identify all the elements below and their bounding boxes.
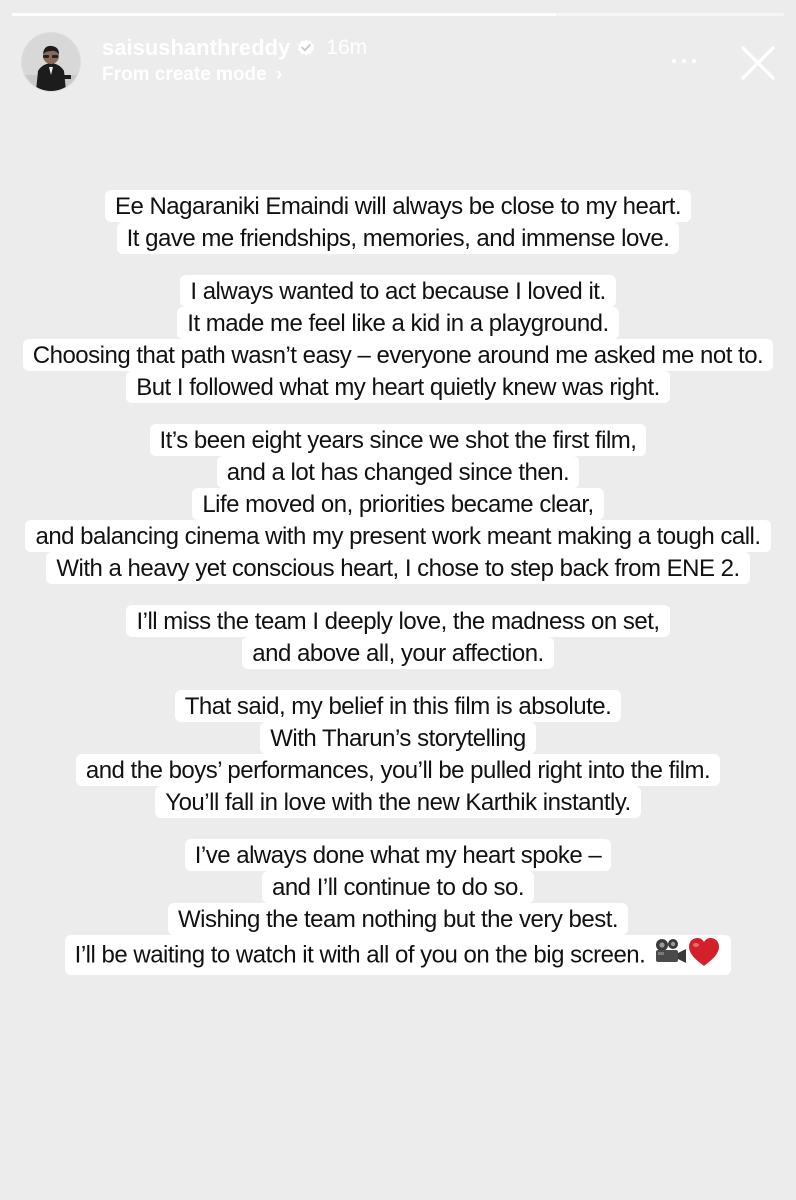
chevron-right-icon: ›: [276, 64, 283, 85]
story-text-line: It gave me friendships, memories, and immense love.: [117, 222, 680, 254]
more-options-icon-dot: [692, 59, 696, 63]
story-progress-bar: [12, 13, 784, 16]
story-text-line: I’ve always done what my heart spoke –: [185, 839, 612, 871]
story-text-line: Life moved on, priorities became clear,: [192, 488, 603, 520]
story-line-row: [0, 552, 796, 584]
close-icon: [735, 40, 781, 86]
more-options-icon-dot: [682, 59, 686, 63]
avatar-image: [22, 33, 80, 91]
red-heart-icon: [687, 937, 721, 975]
story-text-line: Ee Nagaraniki Emaindi will always be close to my heart.: [105, 190, 691, 222]
story-text-line: Choosing that path wasn’t easy – everyone around me asked me not to.: [23, 339, 773, 371]
story-text-line: But I followed what my heart quietly knew was right.: [126, 371, 670, 403]
story-text-line: That said, my belief in this film is absolute.: [175, 690, 622, 722]
story-line-row: [0, 605, 796, 637]
story-paragraph: [0, 424, 796, 584]
story-paragraph: [0, 605, 796, 669]
story-header: [0, 22, 796, 102]
story-line-row: [0, 690, 796, 722]
story-line-row: [0, 275, 796, 307]
story-paragraph: [0, 275, 796, 403]
story-line-row: [0, 222, 796, 254]
story-text-line: and I’ll continue to do so.: [262, 871, 534, 903]
story-source-link[interactable]: [102, 64, 282, 86]
username[interactable]: saisushanthreddy: [102, 35, 291, 60]
story-timestamp: 16m: [326, 36, 368, 59]
story-line-row: [0, 371, 796, 403]
story-line-row: [0, 903, 796, 935]
story-text-line: [65, 935, 732, 975]
story-line-row: [0, 722, 796, 754]
story-line-row: [0, 839, 796, 871]
story-line-row: [0, 754, 796, 786]
movie-camera-icon: [653, 938, 687, 974]
story-line-row: [0, 339, 796, 371]
story-text-line: You’ll fall in love with the new Karthik instantly.: [155, 786, 640, 818]
story-text-line: It’s been eight years since we shot the first film,: [150, 424, 647, 456]
story-text-overlay: [0, 190, 796, 988]
story-text-line: and balancing cinema with my present work meant making a tough call.: [25, 520, 770, 552]
story-text-line: I always wanted to act because I loved it.: [180, 275, 615, 307]
more-options-button[interactable]: [662, 48, 706, 74]
story-text-line: Wishing the team nothing but the very best.: [168, 903, 628, 935]
story-text-line: It made me feel like a kid in a playground.: [177, 307, 618, 339]
story-text-line: and a lot has changed since then.: [217, 456, 579, 488]
story-text-line: and above all, your affection.: [242, 637, 553, 669]
story-paragraph: [0, 839, 796, 967]
verified-badge-icon: [296, 38, 316, 58]
emoji-group: [653, 937, 721, 975]
story-line-row: [0, 190, 796, 222]
story-line-row: [0, 488, 796, 520]
avatar[interactable]: [22, 33, 80, 91]
story-progress-fill: [12, 13, 556, 16]
story-line-row: [0, 637, 796, 669]
story-text-line: I’ll miss the team I deeply love, the madness on set,: [126, 605, 669, 637]
story-line-row: [0, 935, 796, 967]
story-line-row: [0, 520, 796, 552]
story-paragraph: [0, 690, 796, 818]
story-author-row: [102, 36, 367, 60]
story-text-line: With a heavy yet conscious heart, I chose to step back from ENE 2.: [46, 552, 749, 584]
story-line-row: [0, 307, 796, 339]
story-text-line-content: I’ll be waiting to watch it with all of you on the big screen.: [74, 941, 646, 969]
more-options-icon: [672, 59, 676, 63]
story-paragraph: [0, 190, 796, 254]
story-line-row: [0, 871, 796, 903]
story-line-row: [0, 424, 796, 456]
story-line-row: [0, 456, 796, 488]
close-button[interactable]: [735, 40, 781, 86]
story-text-line: and the boys’ performances, you’ll be pulled right into the film.: [76, 754, 720, 786]
story-source-label: From create mode: [102, 64, 267, 85]
story-text-line: With Tharun’s storytelling: [260, 722, 536, 754]
story-line-row: [0, 786, 796, 818]
